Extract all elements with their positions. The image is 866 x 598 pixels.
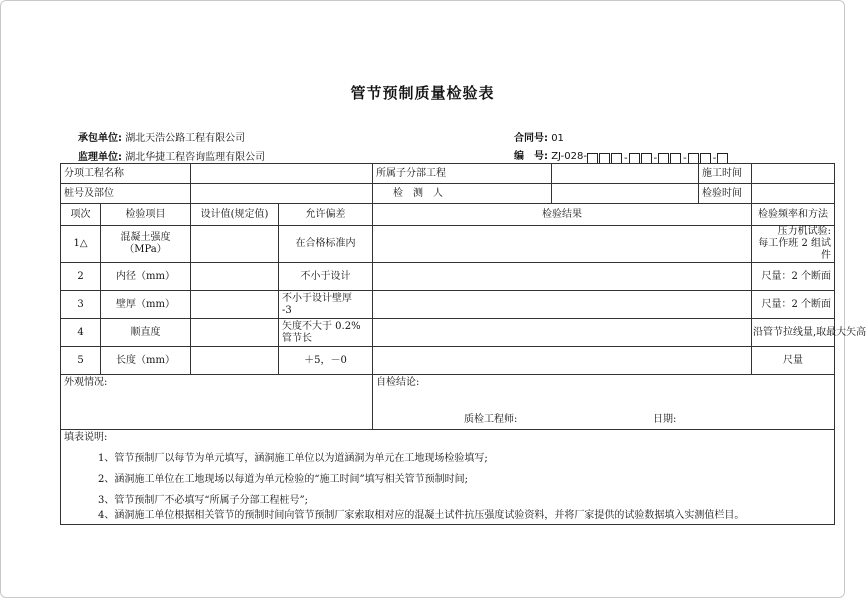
serial-dash: - (653, 152, 658, 164)
row-no: 1△ (61, 226, 101, 263)
row-result[interactable] (373, 319, 752, 347)
col-no: 项次 (61, 204, 101, 226)
serial-line (514, 147, 729, 164)
row-method: 尺量 (752, 347, 835, 375)
qc-engineer-label: 质检工程师: (464, 414, 518, 425)
notes-heading: 填表说明: (64, 432, 108, 443)
row-method: 压力机试验: 每工作班 2 组试件 (752, 226, 835, 263)
inspector-label: 检 测 人 (373, 184, 552, 204)
col-design: 设计值(规定值) (191, 204, 279, 226)
col-result: 检验结果 (373, 204, 752, 226)
serial-digit-box[interactable] (700, 153, 711, 164)
row-design-value[interactable] (191, 319, 279, 347)
row-item: 混凝土强度 （MPa） (101, 226, 191, 263)
contractor-line (78, 129, 245, 144)
row-tolerance: 不小于设计壁厚 -3 (279, 291, 373, 319)
table-row (61, 263, 835, 291)
item-name-value[interactable] (191, 164, 373, 184)
serial-label: 编 号: (514, 151, 548, 162)
row-no: 5 (61, 347, 101, 375)
serial-digit-box[interactable] (629, 153, 640, 164)
serial-prefix: ZJ-028- (551, 151, 587, 162)
contract-no-line (514, 129, 564, 144)
conclusion-row (61, 375, 835, 430)
appearance-cell[interactable] (61, 375, 373, 430)
row-item: 内径（mm） (101, 263, 191, 291)
contractor-value: 湖北天浩公路工程有限公司 (125, 133, 246, 144)
supervisor-label: 监理单位: (78, 152, 122, 163)
row-method: 尺量：2 个断面 (752, 263, 835, 291)
info-row-2 (61, 184, 835, 204)
row-design-value[interactable] (191, 226, 279, 263)
date-label: 日期: (653, 414, 677, 425)
pile-value[interactable] (191, 184, 373, 204)
construction-time-label: 施工时间 (699, 164, 752, 184)
pile-label: 桩号及部位 (61, 184, 191, 204)
notes-cell (61, 430, 835, 525)
row-no: 3 (61, 291, 101, 319)
col-method: 检验频率和方法 (752, 204, 835, 226)
supervisor-value: 湖北华捷工程咨询监理有限公司 (125, 152, 266, 163)
item-name-label: 分项工程名称 (61, 164, 191, 184)
note-item: 2、涵洞施工单位在工地现场以每道为单元检验的“施工时间”填写相关管节预制时间; (98, 474, 468, 485)
serial-dash: - (683, 152, 687, 164)
row-design-value[interactable] (191, 291, 279, 319)
contractor-label: 承包单位: (78, 133, 122, 144)
serial-digit-box[interactable] (717, 153, 728, 164)
inspection-time-value[interactable] (752, 184, 835, 204)
table-row (61, 319, 835, 347)
serial-digit-box[interactable] (658, 153, 669, 164)
row-tolerance: ＋5，－0 (279, 347, 373, 375)
row-item: 长度（mm） (101, 347, 191, 375)
notes-row (61, 430, 835, 525)
serial-digit-box[interactable] (641, 153, 652, 164)
appearance-label: 外观情况: (64, 377, 108, 388)
serial-digit-box[interactable] (587, 153, 598, 164)
serial-digit-box[interactable] (670, 153, 681, 164)
note-item: 3、管节预制厂不必填写“所属子分部工程桩号”; (98, 495, 308, 506)
note-item: 4、涵洞施工单位根据相关管节的预制时间向管节预制厂家索取相对应的混凝土试件抗压强度试验资料，并将厂家提供的试验数据填入实测值栏目。 (98, 510, 745, 521)
row-result[interactable] (373, 226, 752, 263)
table-row (61, 226, 835, 263)
note-item: 1、管节预制厂以每节为单元填写，涵洞施工单位以为道涵洞为单元在工地现场检验填写; (98, 453, 488, 464)
row-design-value[interactable] (191, 263, 279, 291)
row-tolerance: 不小于设计 (279, 263, 373, 291)
inspection-table (60, 163, 866, 525)
row-item: 壁厚（mm） (101, 291, 191, 319)
col-item: 检验项目 (101, 204, 191, 226)
construction-time-value[interactable] (752, 164, 835, 184)
row-method: 尺量：2 个断面 (752, 291, 835, 319)
self-check-cell[interactable] (373, 375, 835, 430)
row-no: 2 (61, 263, 101, 291)
table-row (61, 347, 835, 375)
info-row-1 (61, 164, 835, 184)
row-result[interactable] (373, 291, 752, 319)
row-result[interactable] (373, 263, 752, 291)
row-item: 顺直度 (101, 319, 191, 347)
column-header-row (61, 204, 835, 226)
contract-no-label: 合同号: (514, 133, 548, 144)
row-no: 4 (61, 319, 101, 347)
sub-project-label: 所属子分部工程 (373, 164, 552, 184)
row-result[interactable] (373, 347, 752, 375)
self-check-label: 自检结论: (376, 377, 420, 388)
serial-digit-box[interactable] (688, 153, 699, 164)
row-tolerance: 矢度不大于 0.2% 管节长 (279, 319, 373, 347)
inspector-value[interactable] (552, 184, 699, 204)
contract-no-value: 01 (551, 133, 564, 144)
row-method: 沿管节拉线量,取最大矢高 (752, 319, 835, 347)
sub-project-value[interactable] (552, 164, 699, 184)
serial-digit-box[interactable] (611, 153, 622, 164)
serial-dash: - (623, 152, 628, 164)
table-row (61, 291, 835, 319)
document-title: 管节预制质量检验表 (350, 84, 495, 102)
serial-dash: - (712, 152, 717, 164)
inspection-time-label: 检验时间 (699, 184, 752, 204)
row-design-value[interactable] (191, 347, 279, 375)
supervisor-line (78, 148, 265, 163)
serial-digit-box[interactable] (599, 153, 610, 164)
col-tolerance: 允许偏差 (279, 204, 373, 226)
row-tolerance: 在合格标准内 (279, 226, 373, 263)
